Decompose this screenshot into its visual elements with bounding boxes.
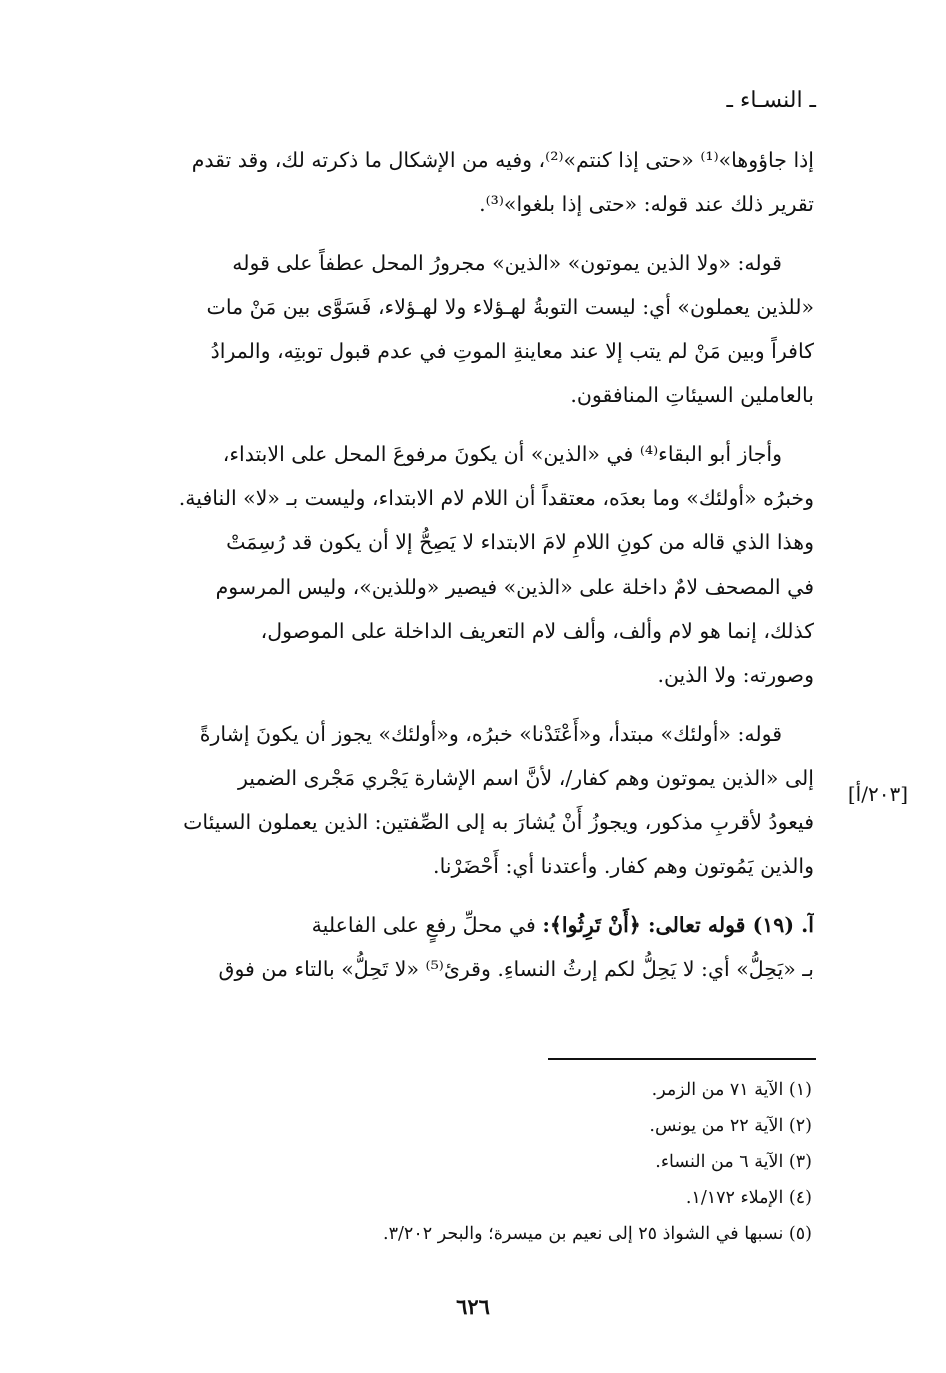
text-line: بـ «يَحِلُّ» أي: لا يَحِلُّ لكم إرثُ النساءِ. وقرئ⁽⁵⁾ «لا تَحِلُّ» بالتاء من فوق xyxy=(218,957,814,982)
text-line: «للذين يعملون» أي: ليست التوبةُ لهـؤلاء ولا لهـؤلاء، فَسَوَّى بين مَنْ مات xyxy=(206,294,814,319)
footnotes xyxy=(252,1072,812,1252)
text-line: قوله: «أولئك» مبتدأ، و«أَعْتَدْنا» خبرُه، و«أولئك» يجوز أن يكونَ إشارةً xyxy=(199,721,782,746)
text-line: قوله: «ولا الذين يموتون» «الذين» مجرورُ المحل عطفاً على قوله xyxy=(232,250,782,275)
text-line: بالعاملين السيئاتِ المنافقون. xyxy=(570,383,814,408)
page-number: ٦٢٦ xyxy=(456,1294,490,1319)
text-line: فيعودُ لأقربِ مذكور، ويجوزُ أَنْ يُشارَ به إلى الصِّفتين: الذين يعملون السيئات xyxy=(183,810,814,835)
footnote-separator xyxy=(548,1058,816,1060)
text-run: في محلِّ رفعٍ على الفاعلية xyxy=(311,912,543,937)
text-line: تقرير ذلك عند قوله: «حتى إذا بلغوا»⁽³⁾. xyxy=(479,192,814,217)
margin-folio-reference: [٢٠٣/أ] xyxy=(847,782,908,806)
text-line: وصورته: ولا الذين. xyxy=(657,663,814,688)
verse-heading: آ. (١٩) قوله تعالى: ﴿أَنْ تَرِثُوا﴾: xyxy=(542,912,814,937)
text-line: كافراً وبين مَنْ لم يتب إلا عند معاينةِ الموتِ في عدم قبول توبتِه، والمرادُ xyxy=(210,339,814,364)
running-header: ـ النسـاء ـ xyxy=(726,88,816,113)
paragraph-3 xyxy=(108,432,814,698)
text-line: والذين يَمُوتون وهم كفار. وأعتدنا أي: أَحْضَرْنا. xyxy=(433,854,814,879)
paragraph-2 xyxy=(108,241,814,418)
footnote-2: (٢) الآية ٢٢ من يونس. xyxy=(649,1116,812,1136)
paragraph-4 xyxy=(108,712,814,889)
main-text xyxy=(108,138,814,1005)
paragraph-5 xyxy=(108,903,814,992)
text-line: إلى «الذين يموتون وهم كفار/، لأنَّ اسم الإشارة يَجْري مَجْرى الضمير xyxy=(237,765,814,790)
text-line: إذا جاؤوها»⁽¹⁾ «حتى إذا كنتم»⁽²⁾، وفيه من الإشكال ما ذكرته لك، وقد تقدم xyxy=(191,148,814,172)
footnote-4: (٤) الإملاء ١/١٧٢. xyxy=(685,1188,812,1208)
text-line: كذلك، إنما هو لام وألف، وألف لام التعريف الداخلة على الموصول، xyxy=(260,618,814,643)
text-line: في المصحف لامٌ داخلة على «الذين» فيصير «وللذين»، وليس المرسوم xyxy=(215,574,814,599)
text-line: وخبرُه «أولئك» وما بعدَه، معتقداً أن اللام لام الابتداء، وليست بـ «لا» النافية. xyxy=(178,486,814,511)
footnote-5: (٥) نسبها في الشواذ ٢٥ إلى نعيم بن ميسرة؛ والبحر ٣/٢٠٢. xyxy=(383,1224,812,1244)
paragraph-1 xyxy=(108,138,814,227)
footnote-3: (٣) الآية ٦ من النساء. xyxy=(655,1152,812,1172)
text-line: وهذا الذي قاله من كونِ اللامِ لامَ الابتداء لا يَصِحُّ إلا أن يكون قد رُسِمَتْ xyxy=(226,530,814,555)
text-line xyxy=(108,903,814,947)
footnote-1: (١) الآية ٧١ من الزمر. xyxy=(651,1080,812,1100)
text-line: وأجاز أبو البقاء⁽⁴⁾ في «الذين» أن يكونَ مرفوعَ المحل على الابتداء، xyxy=(222,441,782,466)
